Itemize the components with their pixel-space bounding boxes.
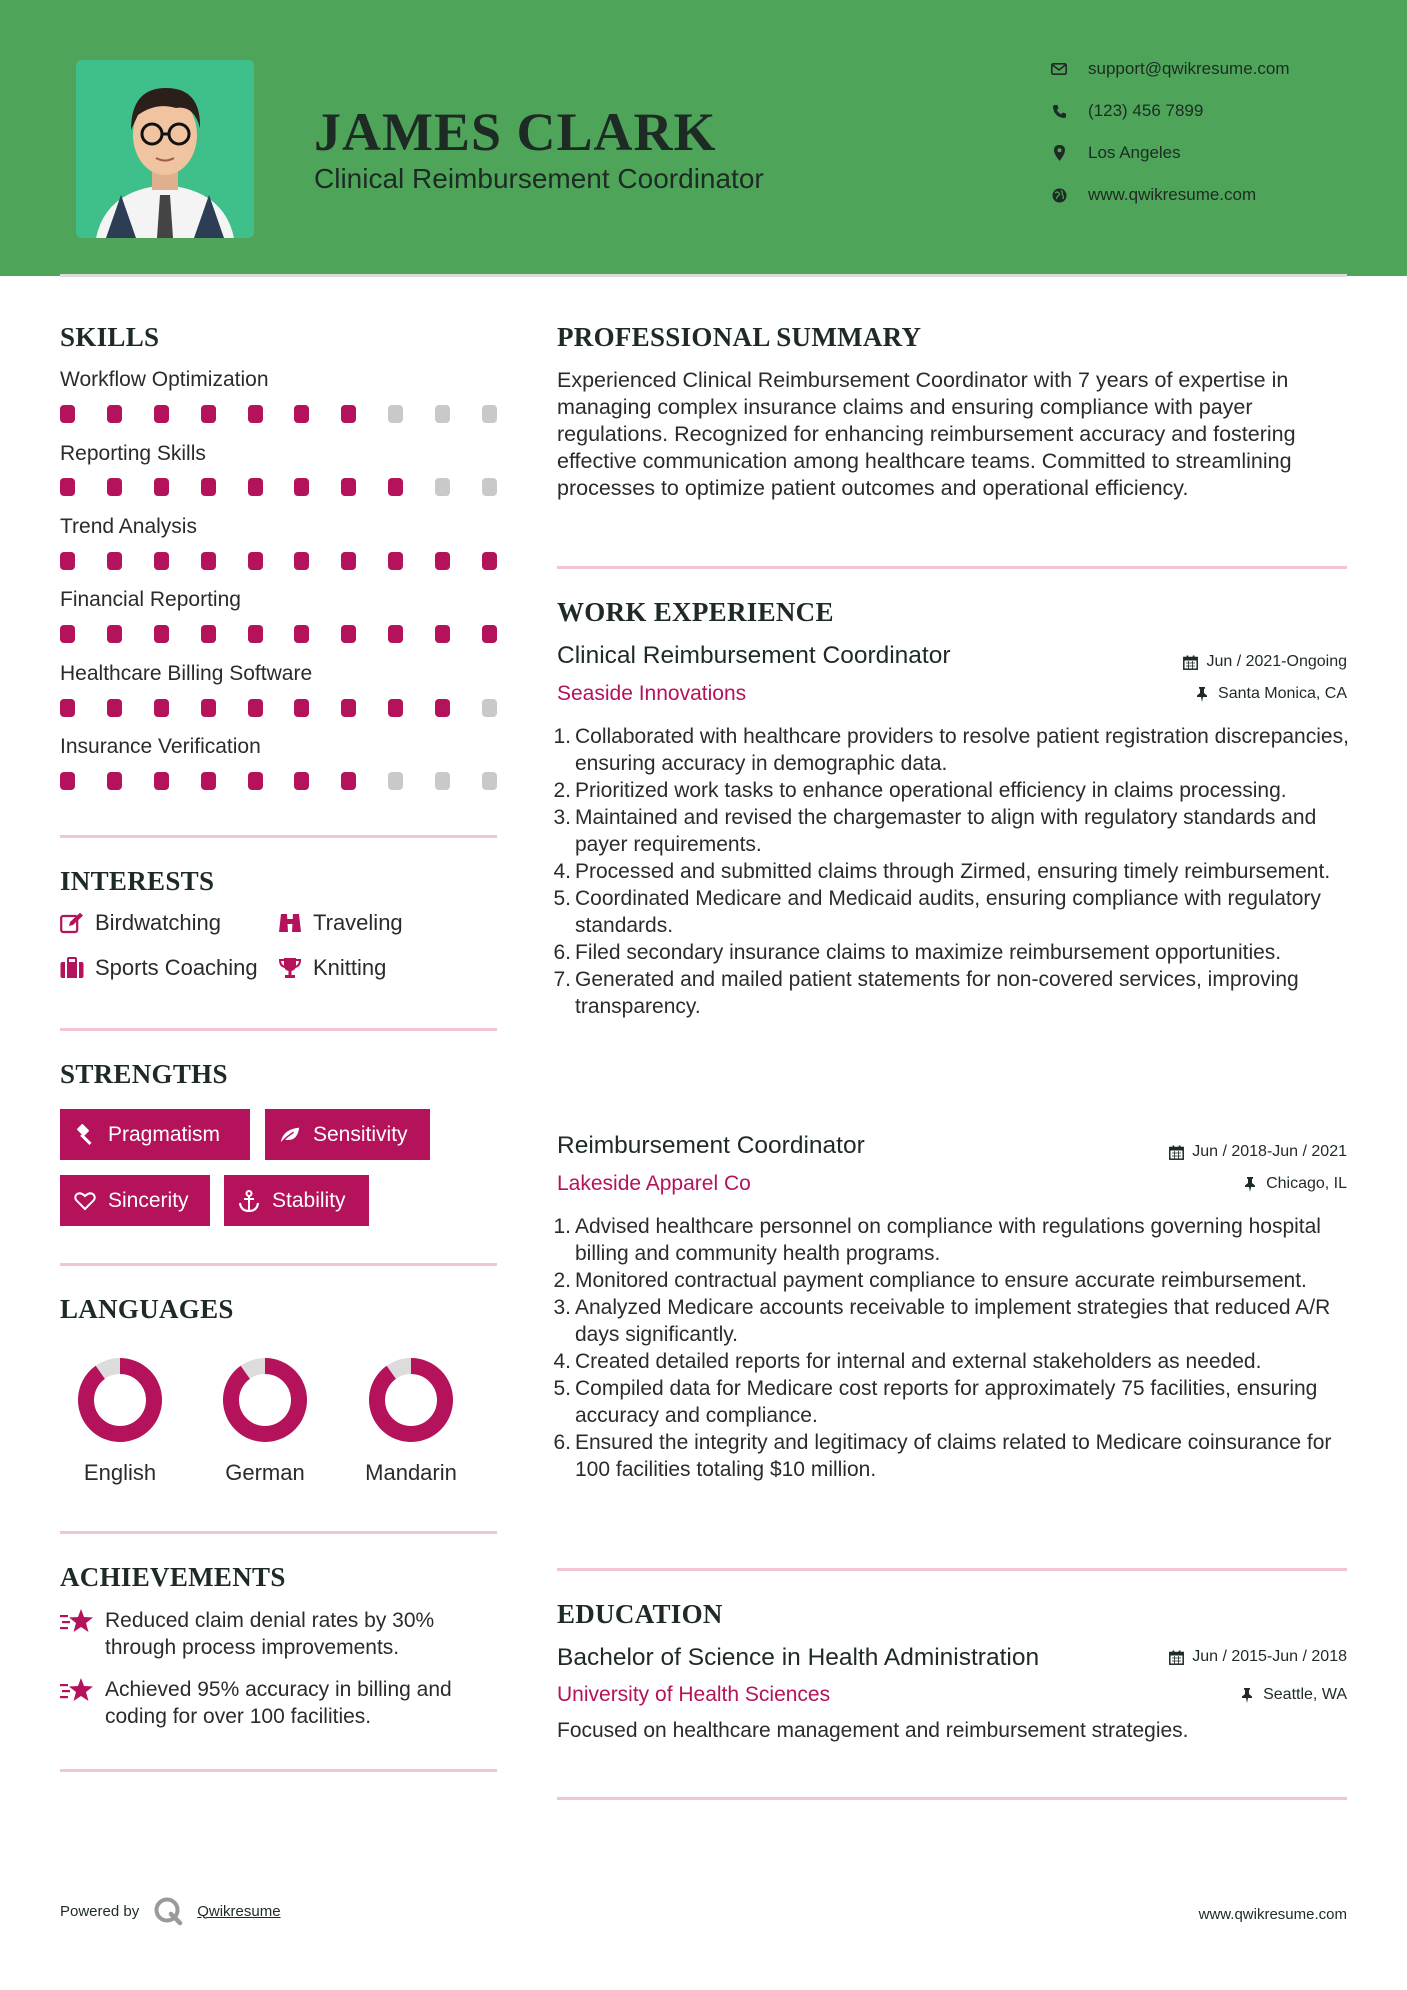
- summary-text: Experienced Clinical Reimbursement Coordinator with 7 years of expertise in managing complex insurance claims and ensuring compliance with payer regulations. Recognized for enhancing reimbursement accuracy and fostering effective communication among healthcare teams. Committed to streamlining processes to optimize patient outcomes and operational efficiency.: [557, 368, 1296, 500]
- skill-dot: [201, 552, 216, 570]
- contact-location-text: Los Angeles: [1088, 143, 1181, 162]
- calendar-icon: [1168, 1144, 1184, 1160]
- language-ring-fill: [86, 1366, 154, 1434]
- skill-label: Financial Reporting: [60, 588, 241, 611]
- shooting-star-icon: [60, 1607, 94, 1635]
- job-title: Reimbursement Coordinator: [557, 1132, 865, 1159]
- skill-dot: [482, 772, 497, 790]
- skill-dot: [482, 405, 497, 423]
- skill-dot: [341, 625, 356, 643]
- job-bullet: 3. Analyzed Medicare accounts receivable to implement strategies that reduced A/R days significantly.: [553, 1296, 1331, 1346]
- education-dates: [1168, 1648, 1347, 1666]
- skill-dot: [294, 405, 309, 423]
- pencil-square-icon: [60, 911, 84, 935]
- achievement-text: Achieved 95% accuracy in billing and coding for over 100 facilities.: [105, 1678, 452, 1728]
- resume-header: [0, 0, 1407, 276]
- skill-dot: [341, 699, 356, 717]
- skill-dot: [435, 552, 450, 570]
- language-label: Mandarin: [365, 1460, 457, 1485]
- skill-rating: [60, 405, 500, 423]
- contact-email[interactable]: [1050, 57, 1350, 81]
- skill-dot: [60, 625, 75, 643]
- skill-dot: [154, 772, 169, 790]
- skill-rating: [60, 772, 500, 790]
- strength-tag: [60, 1175, 210, 1226]
- footer-url[interactable]: www.qwikresume.com: [1198, 1906, 1347, 1923]
- language-label: German: [225, 1460, 305, 1485]
- company-name: Lakeside Apparel Co: [557, 1172, 751, 1195]
- language-ring-fill: [231, 1366, 299, 1434]
- education-heading: EDUCATION: [557, 1599, 723, 1629]
- education-dates-text: Jun / 2015-Jun / 2018: [1192, 1648, 1347, 1665]
- candidate-title: Clinical Reimbursement Coordinator: [314, 163, 764, 194]
- job-bullet: 5. Coordinated Medicare and Medicaid audits, ensuring compliance with regulatory standards.: [553, 887, 1321, 937]
- language-item: [55, 1355, 185, 1485]
- achievement-item: [60, 1607, 500, 1661]
- skill-label: Workflow Optimization: [60, 368, 269, 391]
- gavel-icon: [74, 1124, 96, 1146]
- job-bullet: 7. Generated and mailed patient statements for non-covered services, improving transparency.: [553, 968, 1299, 1018]
- section-divider: [60, 1531, 497, 1534]
- qwikresume-link[interactable]: Qwikresume: [197, 1902, 281, 1920]
- job-dates: [1182, 653, 1347, 671]
- contact-website-text: www.qwikresume.com: [1088, 185, 1257, 204]
- skill-dot: [154, 478, 169, 496]
- job-location-text: Santa Monica, CA: [1218, 685, 1347, 702]
- anchor-icon: [238, 1190, 260, 1212]
- heart-icon: [74, 1190, 96, 1212]
- interest-label: Birdwatching: [95, 910, 221, 935]
- pushpin-icon: [1194, 686, 1210, 702]
- skill-dot: [482, 478, 497, 496]
- languages-heading: LANGUAGES: [60, 1294, 234, 1324]
- job-location: [1194, 685, 1347, 703]
- section-divider: [60, 1028, 497, 1031]
- job-dates-text: Jun / 2018-Jun / 2021: [1192, 1143, 1347, 1160]
- skill-dot: [60, 772, 75, 790]
- strength-label: Sincerity: [108, 1188, 189, 1212]
- job-bullet: 2. Prioritized work tasks to enhance operational efficiency in claims processing.: [553, 779, 1287, 802]
- skill-dot: [388, 478, 403, 496]
- skill-dot: [294, 772, 309, 790]
- leaf-icon: [279, 1124, 301, 1146]
- candidate-name: JAMES CLARK: [314, 102, 717, 162]
- job-bullet: 3. Maintained and revised the chargemaster to align with regulatory standards and payer requirements.: [553, 806, 1317, 856]
- job-bullets: [550, 723, 1350, 1020]
- skill-dot: [107, 699, 122, 717]
- job-location: [1242, 1175, 1347, 1193]
- achievements-heading: ACHIEVEMENTS: [60, 1562, 286, 1592]
- job-bullet: 4. Processed and submitted claims through Zirmed, ensuring timely reimbursement.: [553, 860, 1331, 883]
- job-bullet: 1. Advised healthcare personnel on compliance with regulations governing hospital billing and community health programs.: [553, 1215, 1321, 1265]
- skill-dot: [435, 625, 450, 643]
- skill-dot: [435, 478, 450, 496]
- school-name: University of Health Sciences: [557, 1683, 831, 1706]
- job-dates: [1168, 1143, 1347, 1161]
- skill-dot: [341, 772, 356, 790]
- interest-item: [60, 910, 221, 936]
- skill-dot: [294, 478, 309, 496]
- interest-label: Traveling: [313, 910, 403, 935]
- skill-dot: [201, 625, 216, 643]
- language-item: [346, 1355, 476, 1485]
- skill-dot: [201, 699, 216, 717]
- interests-heading: INTERESTS: [60, 866, 215, 896]
- skill-dot: [201, 772, 216, 790]
- skill-label: Reporting Skills: [60, 442, 206, 465]
- language-ring: [220, 1355, 310, 1445]
- pushpin-icon: [1239, 1687, 1255, 1703]
- skill-dot: [154, 699, 169, 717]
- skill-dot: [201, 478, 216, 496]
- strength-tag: [224, 1175, 369, 1226]
- skill-dot: [341, 405, 356, 423]
- skill-dot: [60, 699, 75, 717]
- binoculars-icon: [278, 911, 302, 935]
- strength-tag: [60, 1109, 250, 1160]
- skill-dot: [388, 772, 403, 790]
- company-name: Seaside Innovations: [557, 682, 747, 705]
- strength-label: Pragmatism: [108, 1122, 221, 1146]
- skill-dot: [435, 699, 450, 717]
- job-bullet: 4. Created detailed reports for internal and external stakeholders as needed.: [553, 1350, 1262, 1373]
- skill-rating: [60, 625, 500, 643]
- skill-dot: [482, 699, 497, 717]
- skill-dot: [482, 552, 497, 570]
- skill-dot: [154, 405, 169, 423]
- skill-dot: [294, 552, 309, 570]
- footer-branding: [60, 1896, 281, 1926]
- contact-phone-text: (123) 456 7899: [1088, 101, 1204, 120]
- job-bullet: 1. Collaborated with healthcare providers to resolve patient registration discrepancies, ensuring accuracy in demographic data.: [553, 725, 1349, 775]
- briefcase-icon: [60, 956, 84, 980]
- strength-tag: [265, 1109, 430, 1160]
- skill-dot: [341, 552, 356, 570]
- job-bullets: [550, 1213, 1350, 1483]
- skill-dot: [107, 405, 122, 423]
- phone-icon: [1050, 102, 1068, 120]
- section-divider: [60, 1263, 497, 1266]
- skill-dot: [388, 405, 403, 423]
- language-item: [200, 1355, 330, 1485]
- education-location: [1239, 1686, 1347, 1704]
- interest-item: [60, 955, 258, 981]
- experience-heading: WORK EXPERIENCE: [557, 597, 834, 627]
- contact-location: [1050, 141, 1350, 165]
- achievement-text: Reduced claim denial rates by 30% through process improvements.: [105, 1609, 435, 1659]
- pushpin-icon: [1242, 1176, 1258, 1192]
- skill-dot: [107, 552, 122, 570]
- language-label: English: [83, 1460, 157, 1485]
- interest-label: Sports Coaching: [95, 955, 258, 980]
- language-ring: [75, 1355, 165, 1445]
- achievement-item: [60, 1676, 500, 1730]
- strength-label: Sensitivity: [313, 1122, 408, 1146]
- skill-dot: [294, 625, 309, 643]
- job-bullet: 6. Ensured the integrity and legitimacy of claims related to Medicare coinsurance for 100 facilities totaling $10 million.: [553, 1431, 1332, 1481]
- skill-dot: [482, 625, 497, 643]
- job-location-text: Chicago, IL: [1266, 1175, 1347, 1192]
- interest-item: [278, 955, 386, 981]
- skill-dot: [248, 478, 263, 496]
- skill-dot: [388, 552, 403, 570]
- skill-dot: [388, 699, 403, 717]
- skill-dot: [341, 478, 356, 496]
- job-title: Clinical Reimbursement Coordinator: [557, 642, 951, 669]
- globe-icon: [1050, 186, 1068, 204]
- profile-photo: [76, 60, 254, 238]
- degree-title: Bachelor of Science in Health Administration: [557, 1644, 1040, 1671]
- skill-dot: [60, 552, 75, 570]
- skill-dot: [154, 552, 169, 570]
- section-divider: [557, 566, 1347, 569]
- skill-rating: [60, 552, 500, 570]
- skill-dot: [435, 405, 450, 423]
- education-description: Focused on healthcare management and reimbursement strategies.: [557, 1719, 1189, 1742]
- calendar-icon: [1168, 1649, 1184, 1665]
- section-divider: [557, 1797, 1347, 1800]
- powered-by-text: Powered by: [60, 1902, 140, 1920]
- interest-item: [278, 910, 403, 936]
- skill-dot: [107, 478, 122, 496]
- contact-email-text: support@qwikresume.com: [1088, 59, 1290, 78]
- skill-dot: [248, 699, 263, 717]
- skill-dot: [201, 405, 216, 423]
- skill-label: Trend Analysis: [60, 515, 197, 538]
- skills-heading: SKILLS: [60, 322, 160, 352]
- job-bullet: 2. Monitored contractual payment compliance to ensure accurate reimbursement.: [553, 1269, 1307, 1292]
- skill-label: Insurance Verification: [60, 735, 261, 758]
- skill-dot: [248, 405, 263, 423]
- skill-dot: [248, 772, 263, 790]
- language-ring-fill: [377, 1366, 445, 1434]
- strength-label: Stability: [272, 1188, 346, 1212]
- skill-rating: [60, 699, 500, 717]
- envelope-icon: [1050, 60, 1068, 78]
- section-divider: [60, 835, 497, 838]
- contact-website[interactable]: [1050, 183, 1350, 207]
- skill-rating: [60, 478, 500, 496]
- skill-dot: [294, 699, 309, 717]
- trophy-icon: [278, 956, 302, 980]
- job-dates-text: Jun / 2021-Ongoing: [1206, 653, 1347, 670]
- language-ring: [366, 1355, 456, 1445]
- calendar-icon: [1182, 654, 1198, 670]
- skill-dot: [107, 625, 122, 643]
- skill-dot: [60, 405, 75, 423]
- map-marker-icon: [1050, 144, 1068, 162]
- education-location-text: Seattle, WA: [1263, 1686, 1347, 1703]
- summary-heading: PROFESSIONAL SUMMARY: [557, 322, 922, 352]
- skill-dot: [248, 625, 263, 643]
- interest-label: Knitting: [313, 955, 387, 980]
- qwikresume-logo-icon: [153, 1896, 183, 1926]
- header-divider: [60, 274, 1347, 277]
- skill-dot: [388, 625, 403, 643]
- skill-label: Healthcare Billing Software: [60, 662, 313, 685]
- skill-dot: [435, 772, 450, 790]
- section-divider: [557, 1568, 1347, 1571]
- skill-dot: [107, 772, 122, 790]
- shooting-star-icon: [60, 1676, 94, 1704]
- strengths-heading: STRENGTHS: [60, 1059, 228, 1089]
- skill-dot: [248, 552, 263, 570]
- job-bullet: 5. Compiled data for Medicare cost reports for approximately 75 facilities, ensuring accuracy and compliance.: [553, 1377, 1318, 1427]
- contact-phone[interactable]: [1050, 99, 1350, 123]
- job-bullet: 6. Filed secondary insurance claims to maximize reimbursement opportunities.: [553, 941, 1282, 964]
- skill-dot: [154, 625, 169, 643]
- section-divider: [60, 1769, 497, 1772]
- skill-dot: [60, 478, 75, 496]
